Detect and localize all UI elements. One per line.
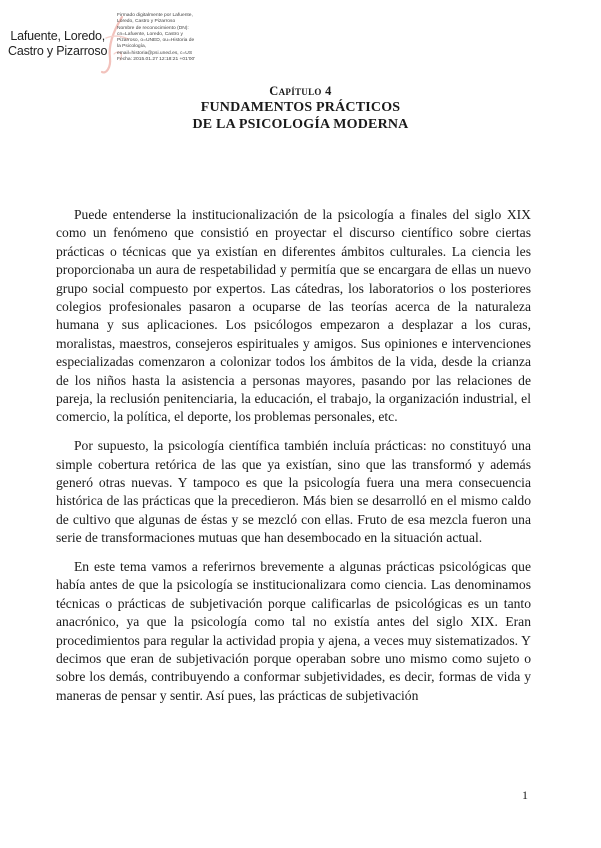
body-text [56,206,531,715]
signature-detail-line: cn=Lafuente, Loredo, Castro y [117,31,183,37]
signature-detail-line: Nombre de reconocimiento (DN): [117,25,189,31]
chapter-label-initial: C [269,84,279,98]
signature-details [117,13,217,63]
signature-name-line: Lafuente, Loredo, [10,29,105,43]
signature-detail-line: la Psicología, [117,44,147,50]
signature-detail-line: Loredo, Castro y Pizarroso [117,19,176,25]
signature-name-line: Castro y Pizarroso [8,44,108,58]
signature-name [8,29,108,59]
paragraph: Puede entenderse la institucionalización de la psicología a finales del siglo XIX como un fenómeno que consistió en proyectar el discurso científico sobre ciertas prácticas o técnicas que ya existían en diferentes ámbitos culturales. La ciencia les proporcionaba un aura de respetabilidad y permitía que se encargara de ellas un nuevo grupo social compuesto por expertos. Las cátedras, los laboratorios o los posteriores colegios profesionales pasaron a ocuparse de las teorías acerca de la naturaleza humana y sus aplicaciones. Los psicólogos empezaron a desplazar a los curas, moralistas, maestros, consejeros espirituales y amigos. Sus opiniones e intervenciones especializadas comenzaron a colonizar todos los ámbitos de la vida, desde la crianza de los niños hasta la asistencia a personas mayores, pasando por las relaciones de pareja, la reclusión penitenciaria, la educación, el trabajo, la organización industrial, el comercio, la política, el deporte, los problemas personales, etc. [56,207,531,425]
paragraph: En este tema vamos a referirnos brevemente a algunas prácticas psicológicas que había antes de que la psicología se institucionalizara como ciencia. Las denominamos técnicas o prácticas de subjetivación porque calificarlas de psicológicas es un tanto anacrónico, ya que la psicología como tal no existía antes del siglo XIX. Eran procedimientos para regular la actividad propia y ajena, a veces muy sistematizados. Y decimos que eran de subjetivación porque operaban sobre uno mismo como sujeto o sobre los demás, contribuyendo a conformar subjetividades, es decir, formas de vida y maneras de pensar y sentir. Así pues, las prácticas de subjetivación [56,558,531,703]
chapter-title-line: DE LA PSICOLOGÍA MODERNA [192,117,409,132]
signature-detail-line: Fecha: 2015.01.27 12:18:21 +01'00' [117,57,196,63]
paragraph: Por supuesto, la psicología científica también incluía prácticas: no constituyó una simple cobertura retórica de las que ya existían, sino que las transformó y además generó otras nuevas. Y tampoco es que la psicología fuera una mera consecuencia histórica de las prácticas que la precedieron. Más bien se desarrolló en el mismo caldo de cultivo que algunas de éstas y se mezcló con ellas. Fruto de esa mezcla fueron una serie de transformaciones mutuas que han desembocado en la situación actual. [56,438,531,546]
page-number: 1 [522,788,528,802]
chapter-heading [0,84,601,133]
digital-signature [8,12,208,74]
chapter-title-line: FUNDAMENTOS PRÁCTICOS [200,100,401,115]
chapter-label-rest: apítulo 4 [278,84,332,98]
chapter-label [0,84,601,99]
signature-detail-line: Pizarroso, o=UNED, ou=Historia de [117,38,195,44]
signature-detail-line: Firmado digitalmente por Lafuente, [117,13,193,18]
signature-detail-line: email=historia@psi.uned.es, c=US [117,50,193,56]
